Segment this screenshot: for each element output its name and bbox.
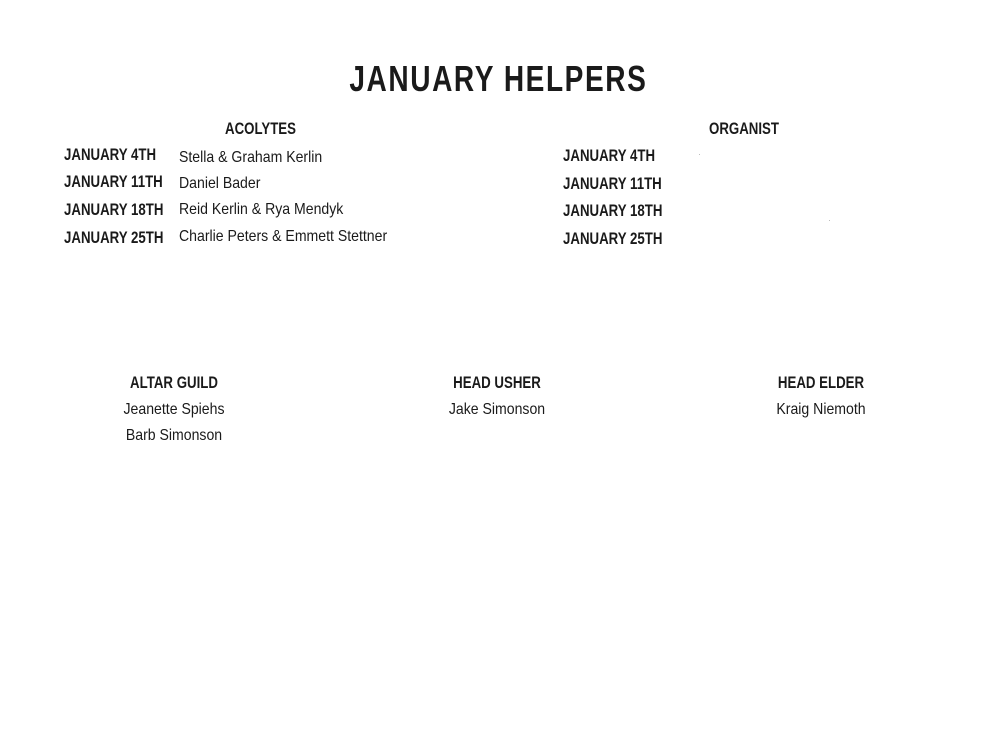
acolytes-heading: ACOLYTES	[225, 119, 296, 138]
altar-guild-name-2: Barb Simonson	[125, 427, 223, 444]
acolytes-date-1: JANUARY 4TH	[64, 145, 157, 164]
acolytes-date-4: JANUARY 25TH	[64, 228, 164, 247]
organist-date-2: JANUARY 11TH	[563, 174, 662, 193]
head-elder-heading: HEAD ELDER	[777, 373, 865, 392]
acolytes-names-4: Charlie Peters & Emmett Stettner	[179, 228, 388, 245]
scan-speck	[699, 154, 700, 155]
altar-guild-heading: ALTAR GUILD	[130, 373, 218, 392]
organist-date-4: JANUARY 25TH	[563, 229, 663, 248]
head-elder-name-1: Kraig Niemoth	[776, 401, 866, 418]
acolytes-date-3: JANUARY 18TH	[64, 200, 164, 219]
organist-date-3: JANUARY 18TH	[563, 201, 663, 220]
altar-guild-name-1: Jeanette Spiehs	[123, 401, 225, 418]
head-usher-name-1: Jake Simonson	[448, 401, 546, 418]
head-usher-heading: HEAD USHER	[453, 373, 541, 392]
page-title: JANUARY HELPERS	[349, 58, 648, 99]
organist-date-1: JANUARY 4TH	[563, 146, 656, 165]
acolytes-names-3: Reid Kerlin & Rya Mendyk	[179, 201, 344, 218]
organist-heading: ORGANIST	[709, 119, 779, 138]
acolytes-names-2: Daniel Bader	[179, 175, 261, 192]
acolytes-date-2: JANUARY 11TH	[64, 172, 163, 191]
scan-speck	[829, 220, 830, 221]
acolytes-names-1: Stella & Graham Kerlin	[179, 149, 323, 166]
